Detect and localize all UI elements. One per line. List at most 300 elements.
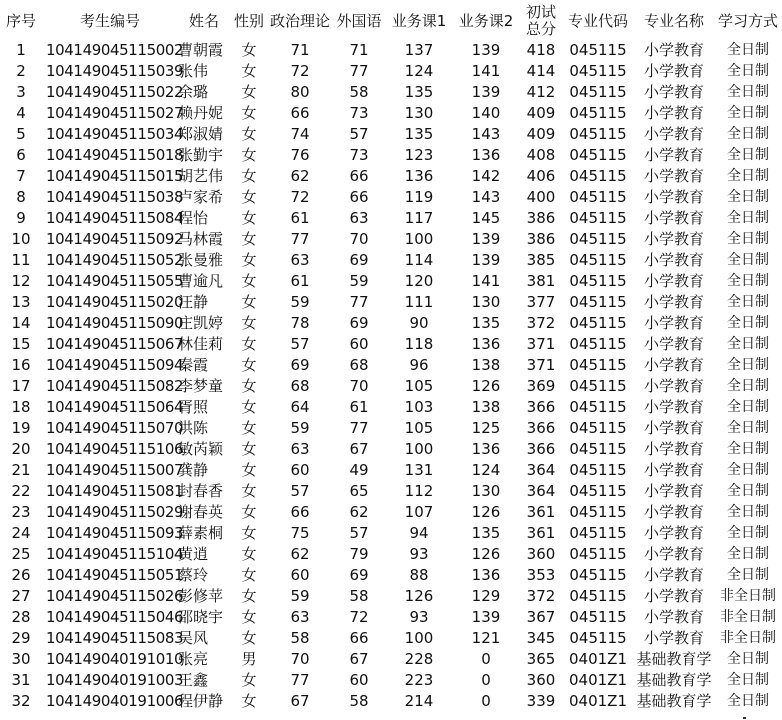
cell-major-name: 基础教育学 [636,671,712,689]
table-row [0,124,782,145]
cell-politics: 71 [290,41,310,59]
table-row [0,607,782,628]
cell-major-code: 045115 [569,83,627,101]
cell-course2: 143 [471,188,501,206]
cell-exam-id: 104149040191003 [46,671,184,689]
cell-foreign-language: 70 [349,230,369,248]
cell-name: 吴风 [178,629,209,647]
cell-major-code: 045115 [569,377,627,395]
cell-course1: 88 [409,566,429,584]
cell-course1: 130 [404,104,434,122]
cell-seq: 11 [11,251,31,269]
cell-politics: 72 [290,62,310,80]
cell-foreign-language: 58 [349,83,369,101]
cell-foreign-language: 57 [349,524,369,542]
cell-course2: 140 [471,104,501,122]
cell-seq: 32 [11,692,31,710]
cell-foreign-language: 60 [349,335,369,353]
cell-seq: 1 [16,41,26,59]
cell-politics: 74 [290,125,310,143]
cell-study-mode: 全日制 [727,504,769,520]
cell-foreign-language: 63 [349,209,369,227]
cell-study-mode: 全日制 [727,63,769,79]
cell-course1: 118 [404,335,434,353]
cell-foreign-language: 57 [349,125,369,143]
cell-total: 412 [526,83,556,101]
cell-total: 353 [526,566,556,584]
cell-gender: 女 [241,314,257,332]
cell-major-name: 小学教育 [643,587,704,605]
cell-course1: 93 [409,545,429,563]
header-total-line1: 初试 [525,3,556,21]
cell-total: 366 [526,398,556,416]
cell-study-mode: 全日制 [727,399,769,415]
score-table [0,2,782,712]
cell-course1: 119 [404,188,434,206]
cell-course1: 223 [404,671,434,689]
cell-seq: 12 [11,272,31,290]
cell-study-mode: 非全日制 [720,630,776,646]
cell-name: 张勤宇 [178,146,224,164]
cell-major-name: 小学教育 [643,314,704,332]
cell-total: 386 [526,209,556,227]
cell-seq: 7 [16,167,26,185]
cell-gender: 女 [241,692,257,710]
cell-major-code: 045115 [569,230,627,248]
cell-name: 曹逾凡 [178,272,224,290]
cell-course1: 136 [404,167,434,185]
table-row [0,40,782,61]
cell-seq: 19 [11,419,31,437]
cell-name: 汪静 [178,293,209,311]
cell-major-name: 基础教育学 [636,650,712,668]
cell-gender: 女 [241,41,257,59]
cell-exam-id: 104149045115082 [46,377,184,395]
cell-exam-id: 104149045115051 [46,566,184,584]
cell-major-name: 小学教育 [643,209,704,227]
cell-foreign-language: 60 [349,671,369,689]
cell-course1: 90 [409,314,429,332]
cell-name: 庄凯婷 [178,314,224,332]
cell-name: 余璐 [178,83,209,101]
cell-name: 李梦童 [178,377,224,395]
cell-major-name: 小学教育 [643,146,704,164]
cell-foreign-language: 72 [349,608,369,626]
cell-gender: 女 [241,251,257,269]
table-row [0,166,782,187]
cell-exam-id: 104149045115015 [46,167,184,185]
cell-gender: 女 [241,230,257,248]
table-row [0,292,782,313]
cell-major-code: 045115 [569,545,627,563]
cell-major-code: 045115 [569,461,627,479]
cell-study-mode: 全日制 [727,147,769,163]
cell-foreign-language: 58 [349,587,369,605]
header-course2: 业务课2 [458,11,514,30]
cell-study-mode: 全日制 [727,546,769,562]
cell-major-name: 小学教育 [643,566,704,584]
cell-major-name: 小学教育 [643,545,704,563]
cell-seq: 27 [11,587,31,605]
table-row [0,439,782,460]
cell-course2: 0 [481,692,491,710]
header-major-name: 专业名称 [643,11,704,30]
cell-foreign-language: 69 [349,251,369,269]
cell-study-mode: 全日制 [727,84,769,100]
cell-course1: 100 [404,629,434,647]
cell-name: 彭修苹 [178,587,224,605]
cell-name: 谢春英 [178,503,224,521]
cell-gender: 女 [241,440,257,458]
cell-gender: 女 [241,398,257,416]
cell-name: 王鑫 [178,671,209,689]
header-seq: 序号 [5,11,36,30]
cell-total: 364 [526,482,556,500]
cell-seq: 15 [11,335,31,353]
header-course1: 业务课1 [391,11,447,30]
cell-course2: 139 [471,83,501,101]
cell-course2: 138 [471,398,501,416]
cell-course1: 96 [409,356,429,374]
cell-course1: 228 [404,650,434,668]
cell-course1: 114 [404,251,434,269]
cell-study-mode: 全日制 [727,294,769,310]
cell-major-code: 045115 [569,146,627,164]
cell-study-mode: 全日制 [727,210,769,226]
table-row [0,355,782,376]
cell-study-mode: 全日制 [727,441,769,457]
cell-total: 377 [526,293,556,311]
cell-gender: 女 [241,671,257,689]
cell-course1: 94 [409,524,429,542]
cell-study-mode: 全日制 [727,672,769,688]
cell-major-name: 小学教育 [643,293,704,311]
table-row [0,334,782,355]
cell-exam-id: 104149045115081 [46,482,184,500]
cell-name: 洪陈 [178,419,209,437]
cell-course1: 105 [404,419,434,437]
cell-course2: 136 [471,335,501,353]
cell-major-name: 小学教育 [643,167,704,185]
cell-politics: 59 [290,587,310,605]
cell-course1: 93 [409,608,429,626]
cell-seq: 24 [11,524,31,542]
cell-study-mode: 全日制 [727,126,769,142]
cell-exam-id: 104149045115027 [46,104,184,122]
cell-exam-id: 104149045115034 [46,125,184,143]
cell-foreign-language: 66 [349,629,369,647]
cell-study-mode: 全日制 [727,378,769,394]
cell-gender: 女 [241,608,257,626]
cell-politics: 64 [290,398,310,416]
cell-gender: 女 [241,83,257,101]
cell-gender: 女 [241,419,257,437]
cell-gender: 女 [241,335,257,353]
cell-politics: 77 [290,230,310,248]
cell-major-code: 0401Z1 [569,692,627,710]
cell-course2: 126 [471,545,501,563]
cell-total: 406 [526,167,556,185]
cell-course1: 117 [404,209,434,227]
cell-course2: 141 [471,62,501,80]
cell-course2: 145 [471,209,501,227]
cell-foreign-language: 49 [349,461,369,479]
cell-exam-id: 104149045115022 [46,83,184,101]
cell-seq: 6 [16,146,26,164]
cell-course1: 135 [404,83,434,101]
cell-name: 封春香 [178,482,224,500]
cell-politics: 62 [290,167,310,185]
cell-course1: 123 [404,146,434,164]
cell-study-mode: 全日制 [727,693,769,709]
table-row [0,376,782,397]
cell-gender: 女 [241,356,257,374]
cell-seq: 26 [11,566,31,584]
cell-exam-id: 104149045115018 [46,146,184,164]
cell-gender: 女 [241,587,257,605]
cell-course2: 139 [471,251,501,269]
cell-name: 赖丹妮 [178,104,224,122]
cell-gender: 女 [241,293,257,311]
cell-politics: 75 [290,524,310,542]
table-row [0,250,782,271]
cell-course2: 143 [471,125,501,143]
cell-exam-id: 104149045115055 [46,272,184,290]
cell-total: 414 [526,62,556,80]
cell-foreign-language: 69 [349,566,369,584]
cell-seq: 8 [16,188,26,206]
cell-seq: 16 [11,356,31,374]
cell-exam-id: 104149045115002 [46,41,184,59]
cell-gender: 女 [241,524,257,542]
cell-name: 张曼雅 [178,251,224,269]
cell-name: 张亮 [178,650,209,668]
cell-name: 林佳莉 [178,335,224,353]
table-body [0,40,782,712]
cell-exam-id: 104149045115046 [46,608,184,626]
table-row [0,460,782,481]
cell-seq: 17 [11,377,31,395]
cell-seq: 10 [11,230,31,248]
cell-seq: 18 [11,398,31,416]
cell-gender: 女 [241,482,257,500]
cell-total: 381 [526,272,556,290]
cell-foreign-language: 58 [349,692,369,710]
cell-study-mode: 全日制 [727,567,769,583]
cell-exam-id: 104149045115039 [46,62,184,80]
cell-course2: 136 [471,440,501,458]
cell-gender: 女 [241,188,257,206]
table-row [0,544,782,565]
cell-exam-id: 104149045115093 [46,524,184,542]
cell-gender: 女 [241,146,257,164]
cell-major-name: 小学教育 [643,83,704,101]
cell-politics: 63 [290,608,310,626]
cell-course1: 100 [404,440,434,458]
header-row [0,2,782,40]
cell-foreign-language: 77 [349,419,369,437]
cell-course2: 126 [471,377,501,395]
cell-major-name: 基础教育学 [636,692,712,710]
cell-gender: 女 [241,104,257,122]
cell-course2: 125 [471,419,501,437]
cell-major-code: 045115 [569,125,627,143]
cell-course1: 131 [404,461,434,479]
cell-foreign-language: 79 [349,545,369,563]
table-row [0,271,782,292]
cell-major-code: 045115 [569,356,627,374]
cell-total: 365 [526,650,556,668]
header-study-mode: 学习方式 [717,11,778,30]
cell-major-code: 045115 [569,419,627,437]
cell-seq: 30 [11,650,31,668]
cell-politics: 69 [290,356,310,374]
cell-course2: 135 [471,314,501,332]
cell-exam-id: 104149045115083 [46,629,184,647]
cell-study-mode: 全日制 [727,189,769,205]
cell-politics: 72 [290,188,310,206]
cell-course2: 124 [471,461,501,479]
cell-exam-id: 104149040191006 [46,692,184,710]
cell-major-code: 045115 [569,440,627,458]
cell-course2: 126 [471,503,501,521]
cell-seq: 5 [16,125,26,143]
cell-major-code: 045115 [569,188,627,206]
cell-total: 371 [526,335,556,353]
cell-total: 360 [526,545,556,563]
cell-course2: 0 [481,650,491,668]
cell-course2: 139 [471,608,501,626]
cell-major-name: 小学教育 [643,482,704,500]
cell-course1: 105 [404,377,434,395]
cell-foreign-language: 77 [349,293,369,311]
cell-foreign-language: 68 [349,356,369,374]
cell-total: 372 [526,314,556,332]
cell-foreign-language: 66 [349,167,369,185]
cell-total: 409 [526,125,556,143]
table-row [0,691,782,712]
cell-total: 360 [526,671,556,689]
cell-politics: 61 [290,272,310,290]
cell-course1: 214 [404,692,434,710]
cell-course2: 142 [471,167,501,185]
cell-study-mode: 全日制 [727,273,769,289]
table-row [0,187,782,208]
cell-major-code: 0401Z1 [569,671,627,689]
cell-course1: 112 [404,482,434,500]
cell-seq: 4 [16,104,26,122]
cell-politics: 60 [290,461,310,479]
cell-major-code: 045115 [569,587,627,605]
cell-major-code: 045115 [569,629,627,647]
cell-gender: 女 [241,545,257,563]
header-exam-id: 考生编号 [79,11,140,30]
table-row [0,670,782,691]
header-foreign-language: 外国语 [336,11,382,30]
cell-name: 卢家希 [178,188,224,206]
header-total [520,2,562,40]
table-row [0,103,782,124]
cell-total: 367 [526,608,556,626]
cell-course1: 124 [404,62,434,80]
cell-course1: 107 [404,503,434,521]
cell-exam-id: 104149045115029 [46,503,184,521]
cell-study-mode: 全日制 [727,420,769,436]
cell-course2: 136 [471,146,501,164]
cell-study-mode: 全日制 [727,252,769,268]
cell-course2: 0 [481,671,491,689]
cell-seq: 9 [16,209,26,227]
cell-exam-id: 104149045115064 [46,398,184,416]
table-row [0,586,782,607]
cell-major-name: 小学教育 [643,461,704,479]
cell-name: 龚静 [178,461,209,479]
cell-gender: 女 [241,629,257,647]
header-gender: 性别 [233,11,264,30]
cell-foreign-language: 70 [349,377,369,395]
cell-exam-id: 104149045115070 [46,419,184,437]
cell-name: 程伊静 [178,692,224,710]
cell-study-mode: 全日制 [727,483,769,499]
cell-study-mode: 非全日制 [720,609,776,625]
cell-course2: 129 [471,587,501,605]
cell-major-code: 045115 [569,62,627,80]
table-row [0,208,782,229]
cell-course2: 130 [471,293,501,311]
cell-major-code: 045115 [569,524,627,542]
cell-major-name: 小学教育 [643,356,704,374]
cell-politics: 57 [290,335,310,353]
cell-total: 361 [526,503,556,521]
cell-politics: 57 [290,482,310,500]
cell-exam-id: 104149045115092 [46,230,184,248]
cell-course1: 120 [404,272,434,290]
cell-course2: 141 [471,272,501,290]
header-major-code: 专业代码 [567,11,628,30]
cell-exam-id: 104149045115094 [46,356,184,374]
cell-exam-id: 104149045115007 [46,461,184,479]
cell-seq: 3 [16,83,26,101]
table-row [0,229,782,250]
cell-foreign-language: 62 [349,503,369,521]
cell-total: 339 [526,692,556,710]
cell-course1: 126 [404,587,434,605]
cell-major-code: 045115 [569,608,627,626]
cell-total: 361 [526,524,556,542]
cell-course1: 111 [404,293,434,311]
cell-major-code: 045115 [569,398,627,416]
cell-study-mode: 全日制 [727,525,769,541]
cell-course2: 139 [471,41,501,59]
cell-foreign-language: 73 [349,104,369,122]
cell-politics: 66 [290,104,310,122]
cell-seq: 13 [11,293,31,311]
cell-seq: 2 [16,62,26,80]
cell-major-code: 045115 [569,209,627,227]
cell-major-code: 045115 [569,293,627,311]
cell-course1: 137 [404,41,434,59]
cell-total: 418 [526,41,556,59]
cell-total: 371 [526,356,556,374]
cell-study-mode: 全日制 [727,168,769,184]
cell-foreign-language: 61 [349,398,369,416]
cell-politics: 80 [290,83,310,101]
cell-major-code: 045115 [569,482,627,500]
cell-course2: 130 [471,482,501,500]
cell-gender: 女 [241,62,257,80]
cell-politics: 63 [290,251,310,269]
cell-course2: 138 [471,356,501,374]
